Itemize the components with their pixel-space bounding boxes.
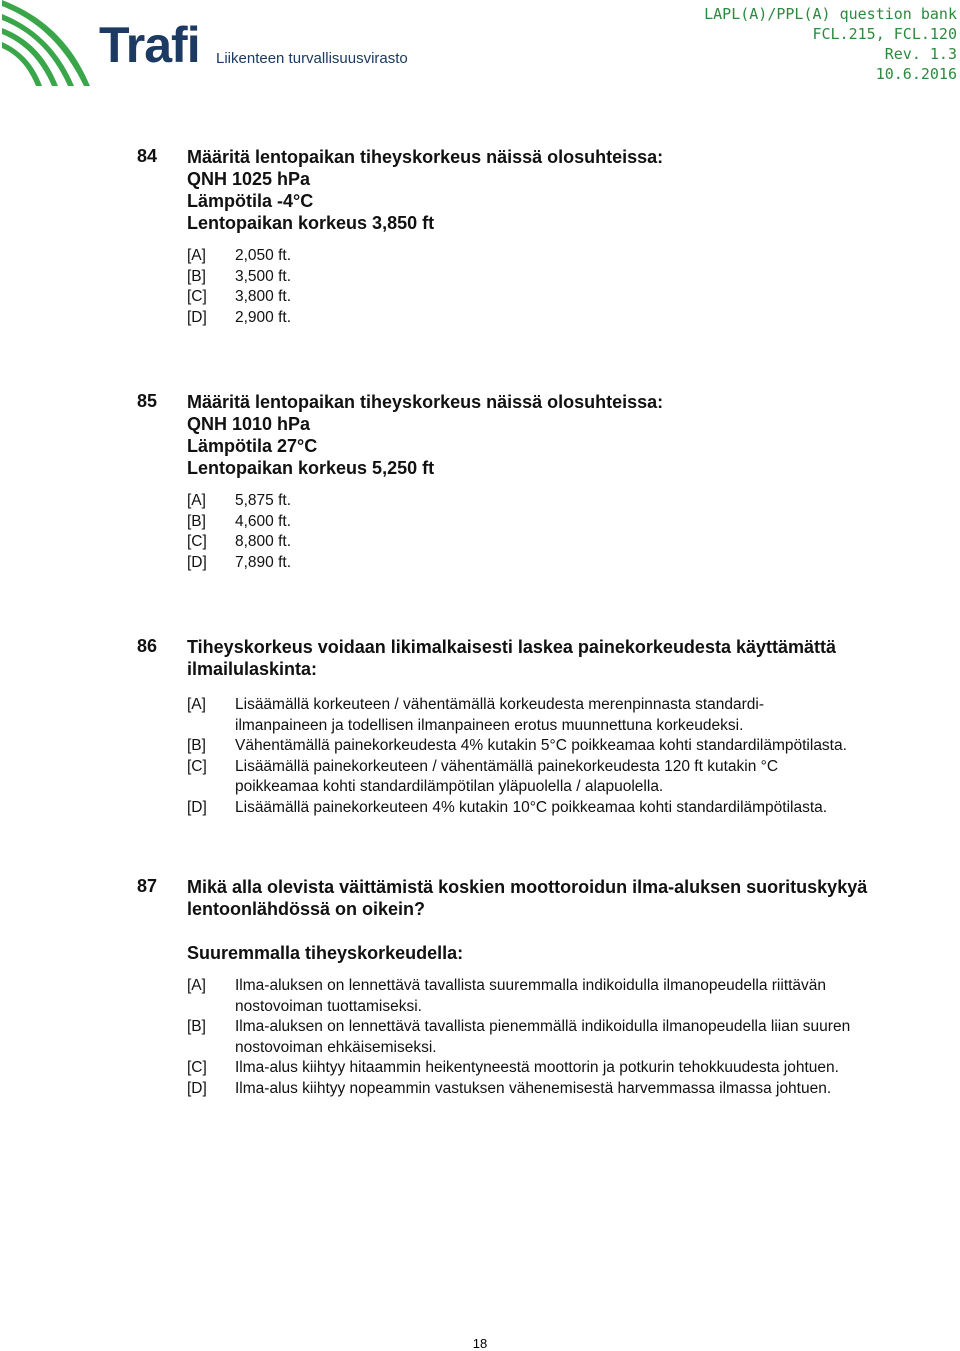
question-line: Lentopaikan korkeus 3,850 ft [187, 213, 435, 233]
question-line: QNH 1010 hPa [187, 414, 311, 434]
question-line: Tiheyskorkeus voidaan likimalkaisesti laskea painekorkeudesta käyttämättä ilmailulaskinta: [187, 637, 837, 679]
answer-option-b[interactable] [187, 1017, 907, 1058]
question-subheading: Suuremmalla tiheyskorkeudella: [187, 943, 464, 963]
option-label: [A] [187, 696, 206, 713]
answer-option-d[interactable] [187, 553, 927, 574]
question-line: Lämpötila 27°C [187, 436, 318, 456]
option-label: [D] [187, 553, 207, 571]
question-86 [137, 636, 937, 818]
option-text: 8,800 ft. [235, 533, 292, 550]
answer-option-c[interactable] [187, 532, 927, 553]
option-label: [A] [187, 977, 206, 994]
question-number: 86 [137, 636, 158, 656]
option-text: 3,500 ft. [235, 267, 292, 285]
answer-option-c[interactable] [187, 757, 907, 798]
answer-option-d[interactable] [187, 798, 907, 819]
option-label: [D] [187, 798, 207, 816]
question-line: Lämpötila -4°C [187, 191, 314, 211]
answer-option-a[interactable] [187, 491, 927, 512]
option-text: Ilma-alus kiihtyy hitaammin heikentyneestä moottorin ja potkurin tehokkuudesta johtuen. [235, 1059, 839, 1076]
question-85 [137, 391, 927, 573]
option-text: 3,800 ft. [235, 288, 292, 305]
logo-wordmark: Trafi [99, 17, 200, 73]
question-line: QNH 1025 hPa [187, 169, 311, 189]
option-label: [B] [187, 737, 206, 754]
question-number: 84 [137, 146, 158, 166]
answer-options [187, 491, 927, 573]
answer-option-b[interactable] [187, 267, 927, 288]
header-title: LAPL(A)/PPL(A) question bank [704, 5, 957, 23]
option-label: [C] [187, 757, 207, 775]
option-label: [D] [187, 1079, 207, 1097]
answer-options [187, 976, 907, 1099]
question-line: Mikä alla olevista väittämistä koskien moottoroidun ilma-aluksen suorituskykyä lentoonlähdössä on oikein? [187, 877, 868, 919]
option-text: Ilma-aluksen on lennettävä tavallista pienemmällä indikoidulla ilmanopeudella liian suuren nostovoiman ehkäisemiseksi. [235, 1018, 851, 1056]
question-84 [137, 146, 927, 328]
option-label: [B] [187, 267, 206, 285]
question-text [187, 636, 897, 680]
answer-option-a[interactable] [187, 695, 907, 736]
option-text: 2,050 ft. [235, 247, 292, 264]
answer-option-b[interactable] [187, 736, 907, 757]
answer-option-d[interactable] [187, 308, 927, 329]
option-text: Lisäämällä painekorkeuteen / vähentämällä painekorkeudesta 120 ft kutakin °C poikkeamaa kohti standardilämpötilan yläpuolella / alapuolella. [235, 757, 779, 795]
trafi-swoosh-icon [2, 0, 112, 92]
option-text: 4,600 ft. [235, 512, 292, 530]
page-number: 18 [472, 1336, 488, 1351]
option-text: Lisäämällä painekorkeuteen 4% kutakin 10°C poikkeamaa kohti standardilämpötilasta. [235, 798, 828, 816]
question-number: 85 [137, 391, 158, 411]
document-header-info [704, 4, 957, 84]
answer-option-b[interactable] [187, 512, 927, 533]
header-date: 10.6.2016 [875, 65, 957, 83]
answer-option-a[interactable] [187, 246, 927, 267]
option-text: Ilma-alus kiihtyy nopeammin vastuksen vähenemisestä harvemmassa ilmassa johtuen. [235, 1079, 832, 1097]
question-text [187, 391, 927, 479]
option-label: [A] [187, 247, 206, 264]
question-line: Lentopaikan korkeus 5,250 ft [187, 458, 435, 478]
option-text: 5,875 ft. [235, 492, 292, 509]
answer-option-d[interactable] [187, 1079, 907, 1100]
option-label: [B] [187, 512, 206, 530]
trafi-logo [2, 0, 422, 92]
option-label: [B] [187, 1018, 206, 1035]
option-label: [C] [187, 533, 207, 550]
option-text: 7,890 ft. [235, 553, 292, 571]
answer-option-c[interactable] [187, 1058, 907, 1079]
option-label: [C] [187, 288, 207, 305]
answer-options [187, 695, 907, 818]
question-87 [137, 876, 927, 1099]
option-text: Ilma-aluksen on lennettävä tavallista suuremmalla indikoidulla ilmanopeudella riittävän nostovoiman tuottamiseksi. [235, 977, 827, 1015]
question-line: Määritä lentopaikan tiheyskorkeus näissä olosuhteissa: [187, 392, 664, 412]
answer-option-c[interactable] [187, 287, 927, 308]
option-label: [A] [187, 492, 206, 509]
option-text: 2,900 ft. [235, 308, 292, 326]
question-text [187, 876, 927, 920]
answer-options [187, 246, 927, 328]
option-text: Lisäämällä korkeuteen / vähentämällä korkeudesta merenpinnasta standardi-ilmanpaineen ja todellisen ilmanpaineen erotus muunnettuna korkeudeksi. [235, 696, 765, 734]
option-label: [C] [187, 1059, 207, 1076]
question-text [187, 146, 927, 234]
logo-subtitle: Liikenteen turvallisuusvirasto [216, 50, 408, 67]
question-number: 87 [137, 876, 158, 896]
header-reference: FCL.215, FCL.120 [812, 25, 957, 43]
header-revision: Rev. 1.3 [884, 45, 957, 63]
question-line: Määritä lentopaikan tiheyskorkeus näissä olosuhteissa: [187, 147, 664, 167]
option-label: [D] [187, 308, 207, 326]
option-text: Vähentämällä painekorkeudesta 4% kutakin 5°C poikkeamaa kohti standardilämpötilasta. [235, 737, 847, 754]
answer-option-a[interactable] [187, 976, 907, 1017]
